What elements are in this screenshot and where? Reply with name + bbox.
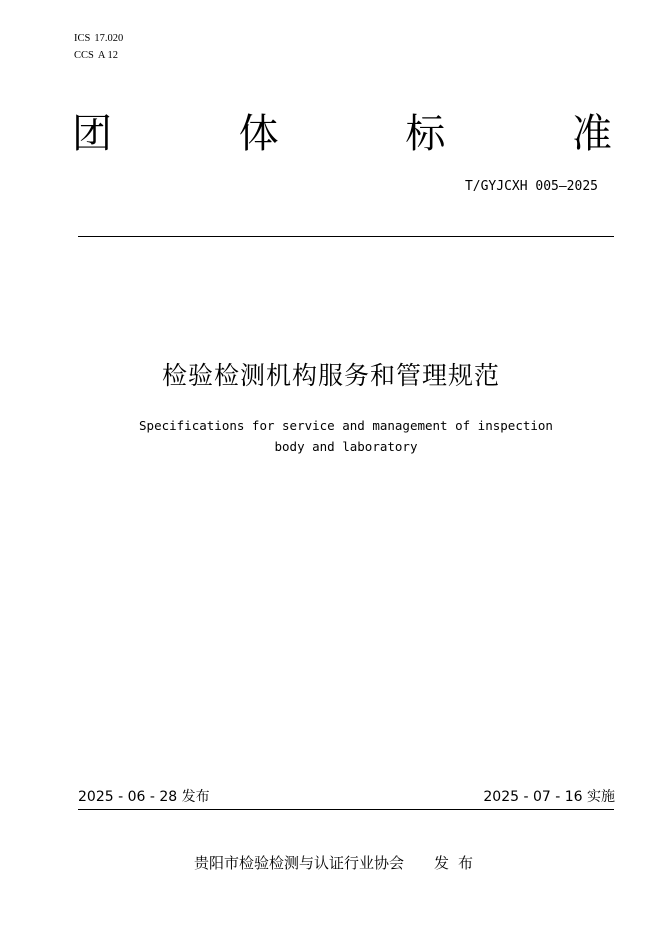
publisher-line — [194, 853, 482, 873]
top-divider — [78, 236, 614, 237]
standard-type-char: 标 — [405, 111, 446, 157]
publisher-name: 贵阳市检验检测与认证行业协会 — [194, 854, 405, 872]
standard-type-char: 体 — [238, 111, 279, 157]
ics-label: ICS — [74, 33, 91, 44]
ics-classification — [74, 33, 123, 45]
standard-type-char: 准 — [571, 111, 612, 157]
bottom-divider — [78, 809, 614, 810]
standard-type-char: 团 — [72, 111, 112, 157]
ccs-label: CCS — [74, 50, 94, 61]
issue-date: 2025 - 06 - 28 发布 — [78, 789, 210, 805]
ccs-classification — [74, 50, 118, 62]
ccs-code: A 12 — [97, 50, 118, 61]
implementation-date: 2025 - 07 - 16 实施 — [483, 789, 615, 805]
english-title-line: Specifications for service and management of inspection — [139, 418, 553, 433]
standard-number: T/GYJCXH 005—2025 — [464, 179, 598, 194]
document-title-chinese: 检验检测机构服务和管理规范 — [161, 361, 500, 390]
ics-code: 17.020 — [94, 33, 124, 44]
publisher-action: 发布 — [434, 854, 483, 872]
standard-type-heading — [72, 106, 612, 162]
document-title-english — [0, 415, 662, 457]
english-title-line: body and laboratory — [274, 439, 418, 454]
